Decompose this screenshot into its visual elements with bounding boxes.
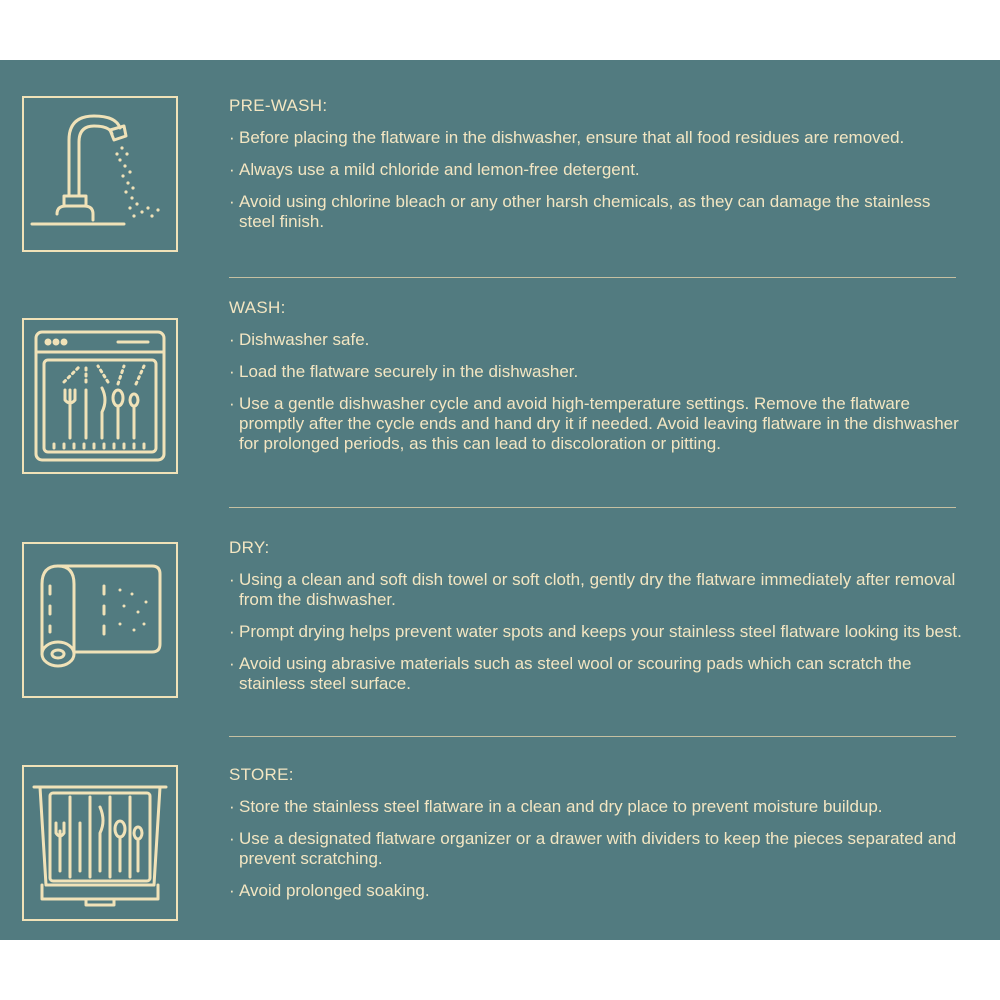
section-heading: PRE-WASH: <box>229 96 328 115</box>
care-instructions-panel <box>0 60 1000 940</box>
bullet-item: · Use a gentle dishwasher cycle and avoid high-temperature settings. Remove the flatware promptly after the cycle ends and hand dry it if needed. Avoid leaving flatware in the dishwasher for prolonged periods, as this can lead to discoloration or pitting. <box>229 394 959 453</box>
section-store <box>229 765 969 913</box>
section-heading: DRY: <box>229 538 270 557</box>
section-dry <box>229 538 969 706</box>
bullet-item: · Prompt drying helps prevent water spots and keeps your stainless steel flatware looking its best. <box>229 622 962 641</box>
section-heading: STORE: <box>229 765 294 784</box>
bullet-item: · Always use a mild chloride and lemon-free detergent. <box>229 160 640 179</box>
bullet-item: · Avoid prolonged soaking. <box>229 881 430 900</box>
faucet-icon <box>22 96 178 252</box>
section-heading: WASH: <box>229 298 286 317</box>
section-divider <box>229 736 956 737</box>
dishwasher-icon <box>22 318 178 474</box>
bullet-item: · Store the stainless steel flatware in a clean and dry place to prevent moisture buildup. <box>229 797 883 816</box>
bullet-item: · Dishwasher safe. <box>229 330 370 349</box>
bullet-item: · Avoid using chlorine bleach or any other harsh chemicals, as they can damage the stainless steel finish. <box>229 192 931 231</box>
bullet-item: · Avoid using abrasive materials such as steel wool or scouring pads which can scratch the stainless steel surface. <box>229 654 912 693</box>
bullet-item: · Before placing the flatware in the dishwasher, ensure that all food residues are removed. <box>229 128 905 147</box>
bullet-item: · Use a designated flatware organizer or a drawer with dividers to keep the pieces separated and prevent scratching. <box>229 829 957 868</box>
bullet-item: · Using a clean and soft dish towel or soft cloth, gently dry the flatware immediately after removal from the dishwasher. <box>229 570 956 609</box>
bullet-item: · Load the flatware securely in the dishwasher. <box>229 362 579 381</box>
towel-roll-icon <box>22 542 178 698</box>
section-divider <box>229 277 956 278</box>
section-divider <box>229 507 956 508</box>
drawer-organizer-icon <box>22 765 178 921</box>
section-wash <box>229 298 969 466</box>
section-pre-wash <box>229 96 969 244</box>
